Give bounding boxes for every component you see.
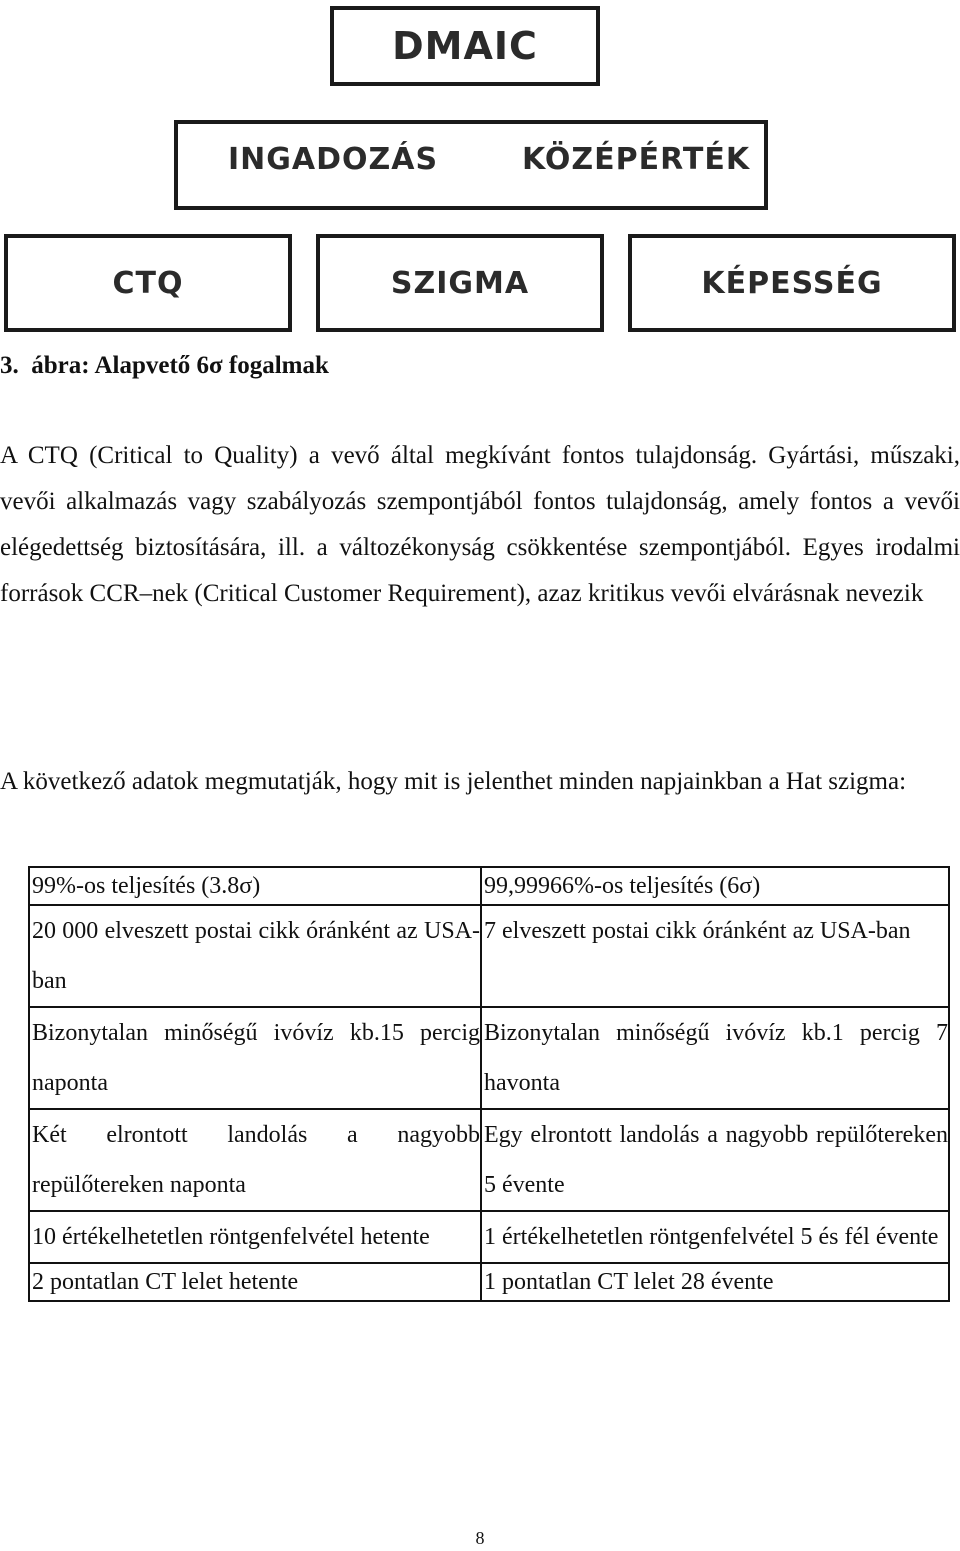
table-header-cell: 99%-os teljesítés (3.8σ) (29, 867, 481, 905)
table-cell: Bizonytalan minőségű ivóvíz kb.15 percig naponta (29, 1007, 481, 1109)
paragraph-ctq: A CTQ (Critical to Quality) a vevő által megkívánt fontos tulajdonság. Gyártási, műszaki, vevői alkalmazás vagy szabályozás szempontjából fontos tulajdonság, amely fontos a vevői elégedettség biztosítására, ill. a változékonyság csökkentése szempontjából. Egyes irodalmi források CCR–nek (Critical Customer Requirement), azaz kritikus vevői elvárásnak nevezik (0, 442, 960, 607)
diagram-label-kozepertek: KÖZÉPÉRTÉK (522, 142, 751, 177)
table-row (29, 1109, 949, 1211)
table-cell: 1 értékelhetetlen röntgenfelvétel 5 és fél évente (481, 1211, 949, 1263)
table-cell: 20 000 elveszett postai cikk óránként az USA-ban (29, 905, 481, 1007)
table-row (29, 905, 949, 1007)
diagram-label-dmaic: DMAIC (392, 24, 538, 68)
diagram-box-ctq (4, 234, 292, 332)
diagram-box-middle (174, 120, 768, 210)
diagram-label-kepesseg: KÉPESSÉG (701, 265, 883, 301)
table-cell: Bizonytalan minőségű ivóvíz kb.1 percig 7 havonta (481, 1007, 949, 1109)
table-row (29, 1263, 949, 1301)
diagram-label-szigma: SZIGMA (390, 265, 530, 301)
diagram-box-dmaic (330, 6, 600, 86)
comparison-table (28, 866, 950, 1302)
table-cell: 7 elveszett postai cikk óránként az USA-ban (481, 905, 949, 1007)
table-row (29, 1211, 949, 1263)
figure-caption: 3. ábra: Alapvető 6σ fogalmak (0, 352, 329, 379)
table-header-cell: 99,99966%-os teljesítés (6σ) (481, 867, 949, 905)
diagram-label-ctq: CTQ (112, 265, 184, 301)
page-number: 8 (475, 1528, 485, 1548)
table-header-row (29, 867, 949, 905)
table-cell: 10 értékelhetetlen röntgenfelvétel hetente (29, 1211, 481, 1263)
table-cell: 1 pontatlan CT lelet 28 évente (481, 1263, 949, 1301)
paragraph-intro-table: A következő adatok megmutatják, hogy mit is jelenthet minden napjainkban a Hat szigma: (0, 768, 907, 795)
diagram-label-ingadozas: INGADOZÁS (228, 142, 439, 177)
table-cell: 2 pontatlan CT lelet hetente (29, 1263, 481, 1301)
diagram-box-kepesseg (628, 234, 956, 332)
table-cell: Két elrontott landolás a nagyobb repülőtereken naponta (29, 1109, 481, 1211)
diagram-box-szigma (316, 234, 604, 332)
table-cell: Egy elrontott landolás a nagyobb repülőtereken 5 évente (481, 1109, 949, 1211)
table-row (29, 1007, 949, 1109)
